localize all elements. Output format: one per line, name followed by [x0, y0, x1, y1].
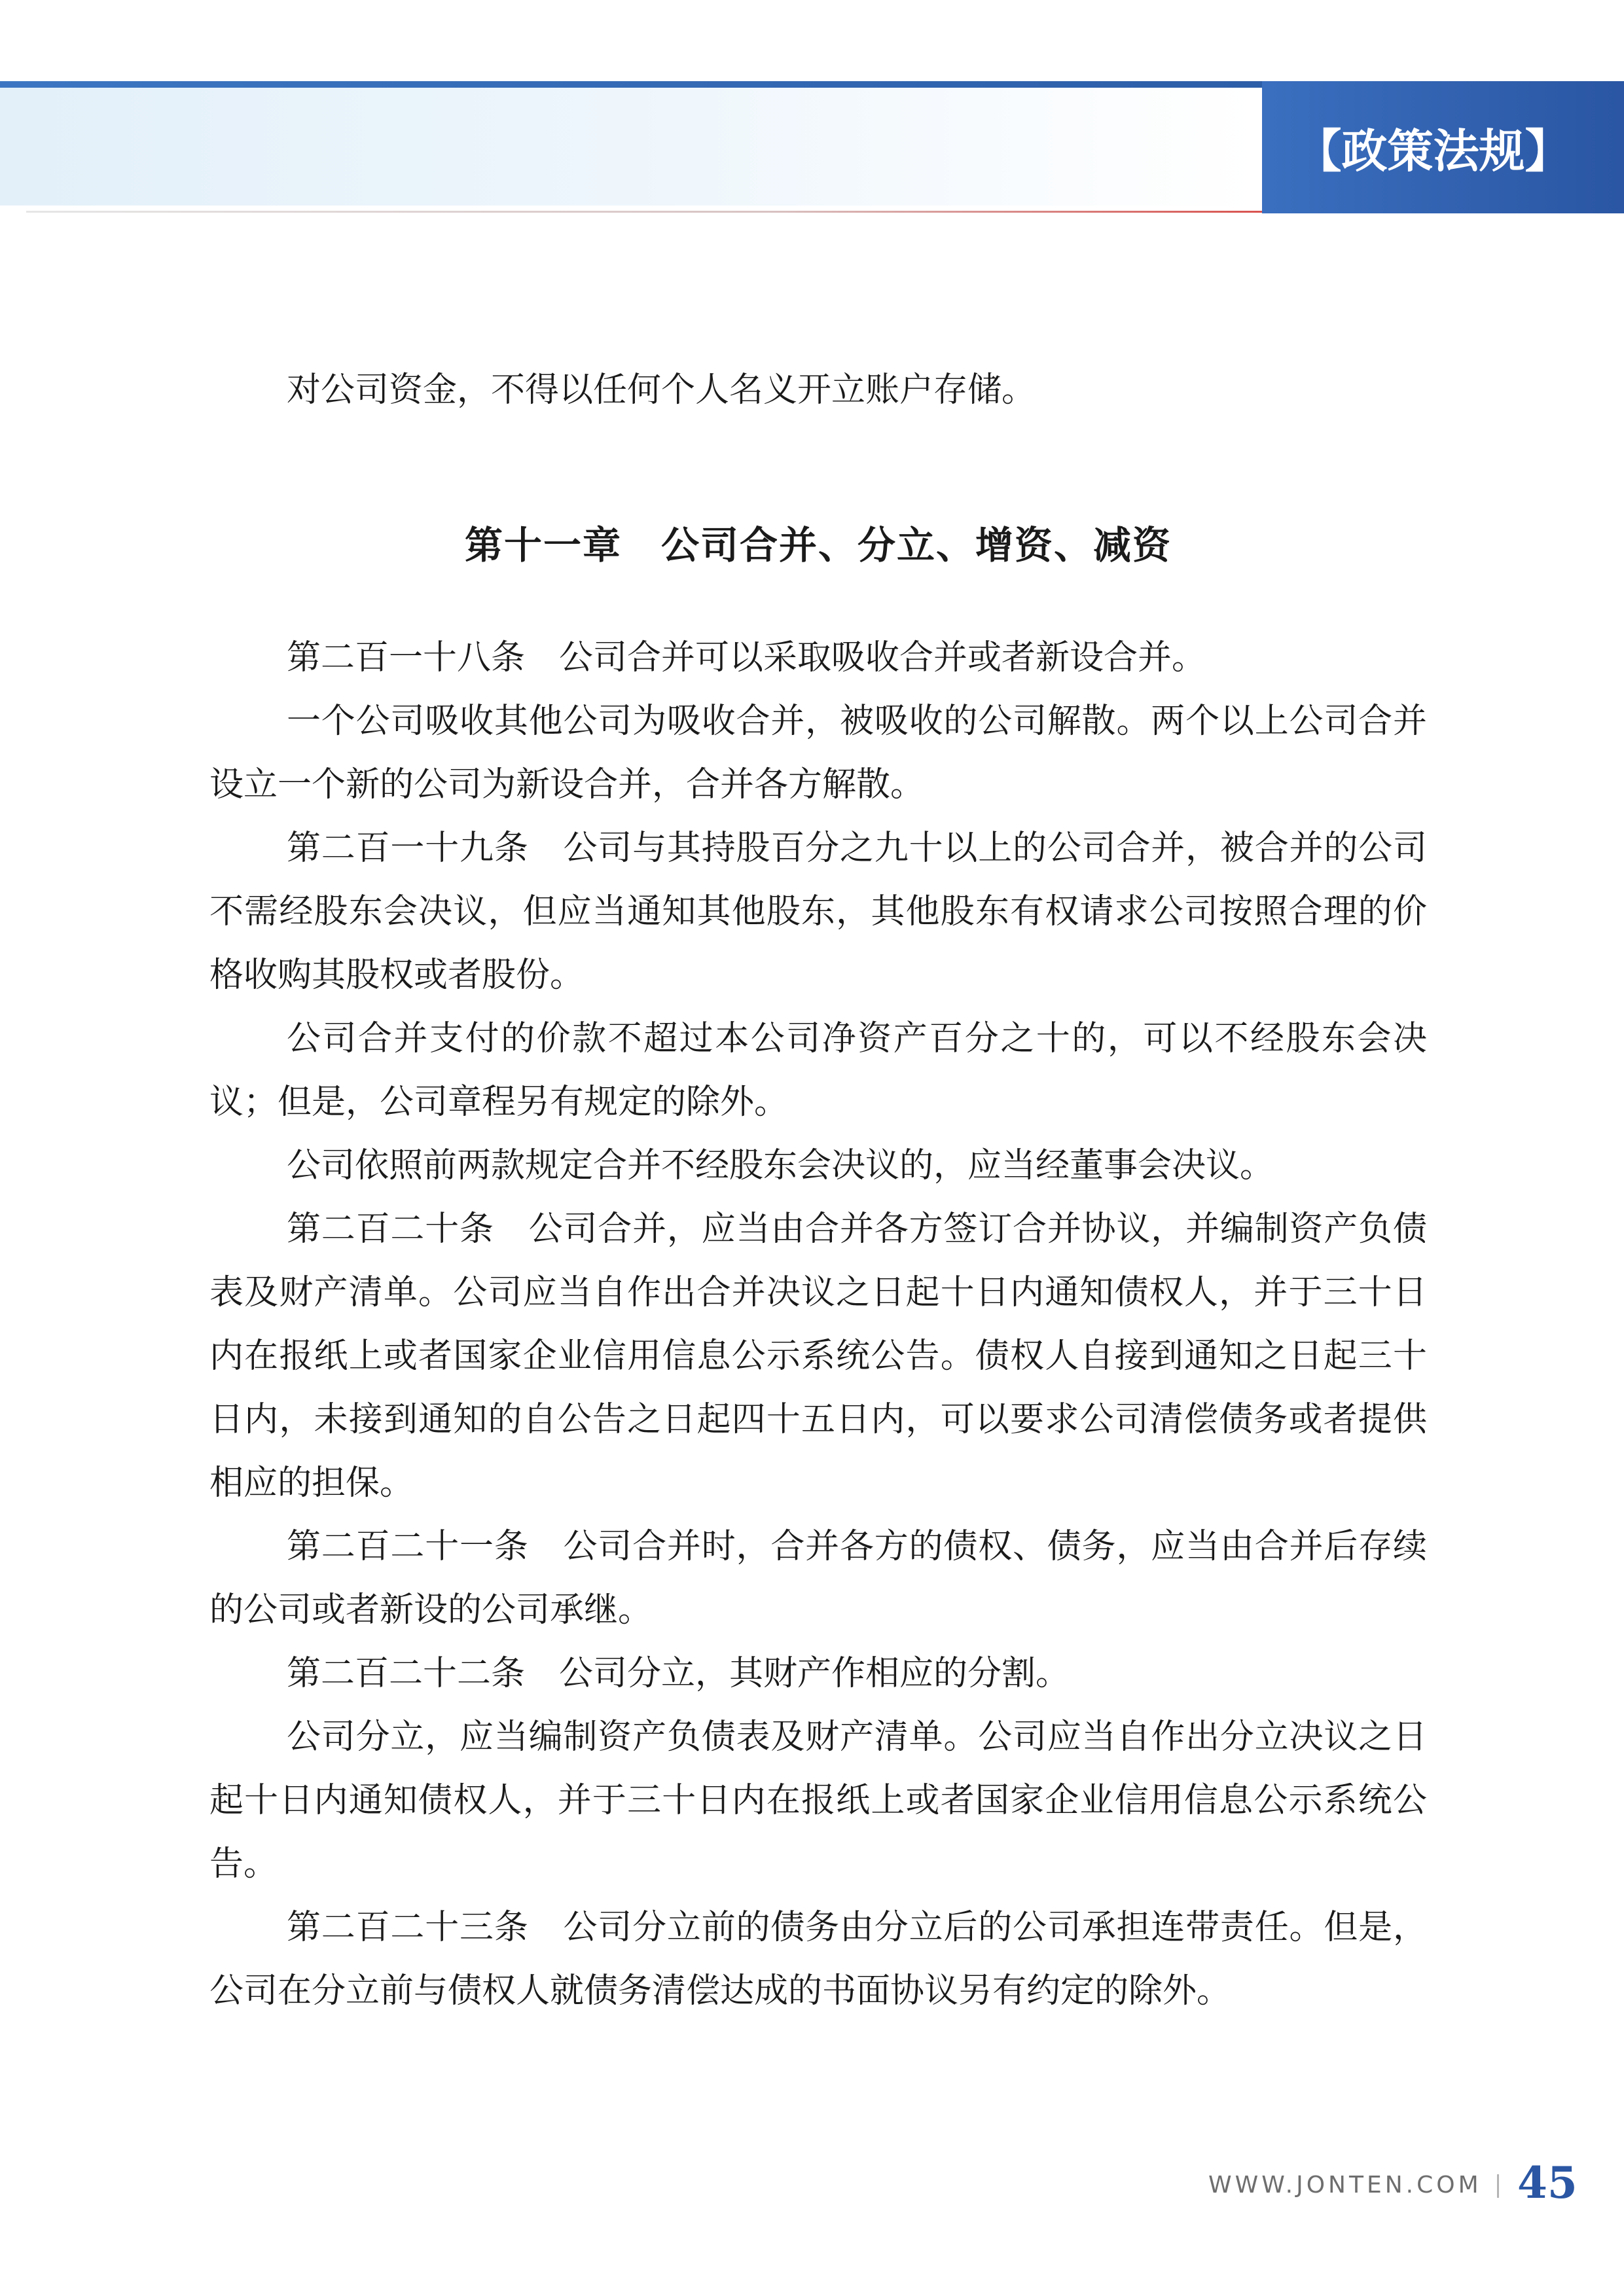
article-paragraph: 一个公司吸收其他公司为吸收合并，被吸收的公司解散。两个以上公司合并设立一个新的公司为新设合并，合并各方解散。	[209, 702, 1427, 804]
lead-paragraph: 对公司资金，不得以任何个人名义开立账户存储。	[287, 370, 1036, 410]
footer-website: WWW.JONTEN.COM	[1208, 2172, 1482, 2198]
article-paragraph: 第二百一十九条 公司与其持股百分之九十以上的公司合并，被合并的公司不需经股东会决议，但应当通知其他股东，其他股东有权请求公司按照合理的价格收购其股权或者股份。	[209, 829, 1427, 995]
page-number: 45	[1517, 2157, 1578, 2208]
article-paragraph: 公司依照前两款规定合并不经股东会决议的，应当经董事会决议。	[287, 1146, 1274, 1185]
article-paragraph: 第二百一十八条 公司合并可以采取吸收合并或者新设合并。	[287, 638, 1206, 677]
chapter-title: 第十一章 公司合并、分立、增资、减资	[464, 523, 1172, 567]
article-paragraph: 第二百二十二条 公司分立，其财产作相应的分割。	[287, 1654, 1070, 1693]
document-body	[209, 359, 1427, 2023]
header-top-line	[0, 81, 1263, 88]
article-paragraph: 公司分立，应当编制资产负债表及财产清单。公司应当自作出分立决议之日起十日内通知债权人，并于三十日内在报纸上或者国家企业信用信息公示系统公告。	[209, 1717, 1427, 1884]
section-tag: 【政策法规】	[1262, 81, 1624, 213]
article-paragraph: 第二百二十一条 公司合并时，合并各方的债权、债务，应当由合并后存续的公司或者新设的公司承继。	[209, 1527, 1427, 1630]
article-paragraph: 第二百二十三条 公司分立前的债务由分立后的公司承担连带责任。但是，公司在分立前与债权人就债务清偿达成的书面协议另有约定的除外。	[209, 1908, 1427, 2011]
header-rule	[26, 211, 1263, 213]
article-paragraph: 公司合并支付的价款不超过本公司净资产百分之十的，可以不经股东会决议；但是，公司章程另有规定的除外。	[209, 1019, 1427, 1122]
article-paragraph: 第二百二十条 公司合并，应当由合并各方签订合并协议，并编制资产负债表及财产清单。公司应当自作出合并决议之日起十日内通知债权人，并于三十日内在报纸上或者国家企业信用信息公示系统公告。债权人自接到通知之日起三十日内，未接到通知的自公告之日起四十五日内，可以要求公司清偿债务或者提供相应的担保。	[209, 1210, 1427, 1503]
footer-separator	[1497, 2174, 1499, 2198]
header-band	[0, 88, 1257, 206]
